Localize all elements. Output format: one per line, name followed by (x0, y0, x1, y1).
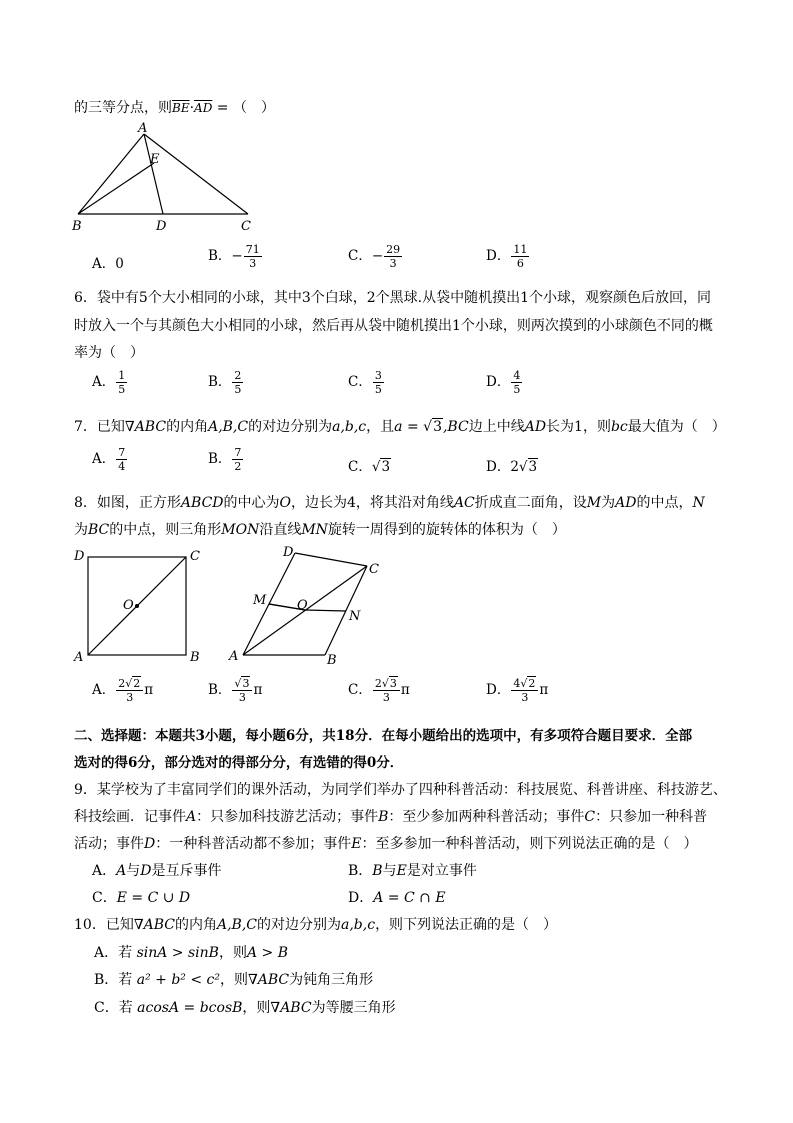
q6-option-d[interactable]: D． $\frac{4}{5}$ (486, 369, 521, 396)
q5-triangle-figure (70, 120, 270, 235)
fold-label-d: D (283, 545, 294, 560)
label-d: D (156, 219, 167, 234)
section-2-heading-line-2: 选对的得6分，部分选对的得部分分，有选错的得0分． (74, 755, 404, 771)
vector-ad: $\overline{AD}$ (194, 101, 213, 115)
q8-option-a[interactable]: A． $\frac{2√2}{3}$ π (92, 677, 154, 704)
q10-option-a[interactable]: A．若 sinA > sinB，则A > B (94, 945, 288, 961)
q6-stem-line-1: 6．袋中有5个大小相同的小球，其中3个白球，2个黑球.从袋中随机摸出1个小球，观察颜色后放回，同 (74, 290, 711, 306)
vector-be: $\overline{BE}$ (172, 101, 190, 115)
q10-option-c[interactable]: C．若 acosA = bcosB，则∇ABC为等腰三角形 (94, 1000, 396, 1016)
sq-label-d: D (74, 549, 85, 564)
q5-option-c[interactable]: C．− $\frac{29}{3}$ (348, 243, 401, 270)
sq-label-b: B (190, 650, 200, 665)
q10-option-b[interactable]: B．若 a² + b² < c²，则∇ABC为钝角三角形 (94, 972, 374, 988)
q10-stem: 10．已知∇ABC的内角A,B,C的对边分别为a,b,c，则下列说法正确的是（ ） (74, 917, 558, 933)
q5-option-a[interactable]: A．0 (92, 256, 124, 272)
sq-label-c: C (190, 549, 200, 564)
q7-option-a[interactable]: A． $\frac{7}{4}$ (92, 446, 126, 473)
label-b: B (72, 219, 82, 234)
q8-stem-line-1: 8．如图，正方形ABCD的中心为O，边长为4，将其沿对角线AC折成直二面角，设M为AD的中点，N (74, 495, 705, 511)
fold-label-b: B (327, 653, 337, 668)
q6-option-c[interactable]: C． $\frac{3}{5}$ (348, 369, 382, 396)
fold-label-a: A (229, 649, 239, 664)
label-e: E (150, 152, 160, 167)
q9-stem-line-2: 科技绘画．记事件A：只参加科技游艺活动；事件B：至少参加两种科普活动；事件C：只参加一种科普 (74, 809, 708, 825)
label-a: A (138, 121, 148, 136)
q7-option-b[interactable]: B． $\frac{7}{2}$ (208, 446, 242, 473)
fold-label-c: C (369, 562, 379, 577)
q8-square-figure (70, 545, 210, 670)
q8-stem-line-2: 为BC的中点，则三角形MON沿直线MN旋转一周得到的旋转体的体积为（ ） (74, 522, 566, 538)
sq-label-a: A (74, 650, 84, 665)
section-2-heading: 二、选择题：本题共3小题，每小题6分，共18分．在每小题给出的选项中，有多项符合题目要求．全部 (74, 728, 693, 744)
fold-label-n: N (349, 609, 361, 624)
q6-option-b[interactable]: B． $\frac{2}{5}$ (208, 369, 242, 396)
fold-label-m: M (253, 593, 267, 608)
q5-option-b[interactable]: B．− $\frac{71}{3}$ (208, 243, 260, 270)
q6-option-a[interactable]: A． $\frac{1}{5}$ (92, 369, 126, 396)
q9-stem-line-3: 活动；事件D：一种科普活动都不参加；事件E：至多参加一种科普活动，则下列说法正确的是（ ） (74, 836, 698, 852)
q9-option-c[interactable]: C．E = C ∪ D (92, 890, 191, 906)
q7-option-c[interactable]: C．√3 (348, 459, 391, 475)
label-c: C (241, 219, 251, 234)
q6-stem-line-3: 率为（ ） (74, 345, 144, 361)
q9-option-a[interactable]: A．A与D是互斥事件 (92, 863, 222, 879)
q9-stem-line-1: 9．某学校为了丰富同学们的课外活动，为同学们举办了四种科普活动：科技展览、科普讲座、科技游艺、 (74, 782, 727, 798)
q7-option-d[interactable]: D．2√3 (486, 459, 538, 475)
q9-option-d[interactable]: D．A = C ∩ E (348, 890, 446, 906)
q8-option-b[interactable]: B． $\frac{√3}{3}$ π (208, 677, 263, 704)
q7-stem: 7．已知∇ABC的内角A,B,C的对边分别为a,b,c，且a = √3,BC边上中线AD长为1，则bc最大值为（ ） (74, 419, 726, 435)
sq-label-o: O (123, 598, 134, 613)
q5-option-d[interactable]: D． $\frac{11}{6}$ (486, 243, 528, 270)
q8-folded-figure (225, 543, 390, 668)
q8-option-c[interactable]: C． $\frac{2√3}{3}$ π (348, 677, 410, 704)
q6-stem-line-2: 时放入一个与其颜色大小相同的小球，然后再从袋中随机摸出1个小球，则两次摸到的小球颜色不同的概 (74, 318, 713, 334)
q5-stem-tail: 的三等分点，则$\overline{BE}\cdot\overline{AD}$ = （ ） (74, 100, 275, 116)
q9-option-b[interactable]: B．B与E是对立事件 (348, 863, 477, 879)
fold-label-o: O (297, 598, 308, 613)
q8-option-d[interactable]: D． $\frac{4√2}{3}$ π (486, 677, 549, 704)
